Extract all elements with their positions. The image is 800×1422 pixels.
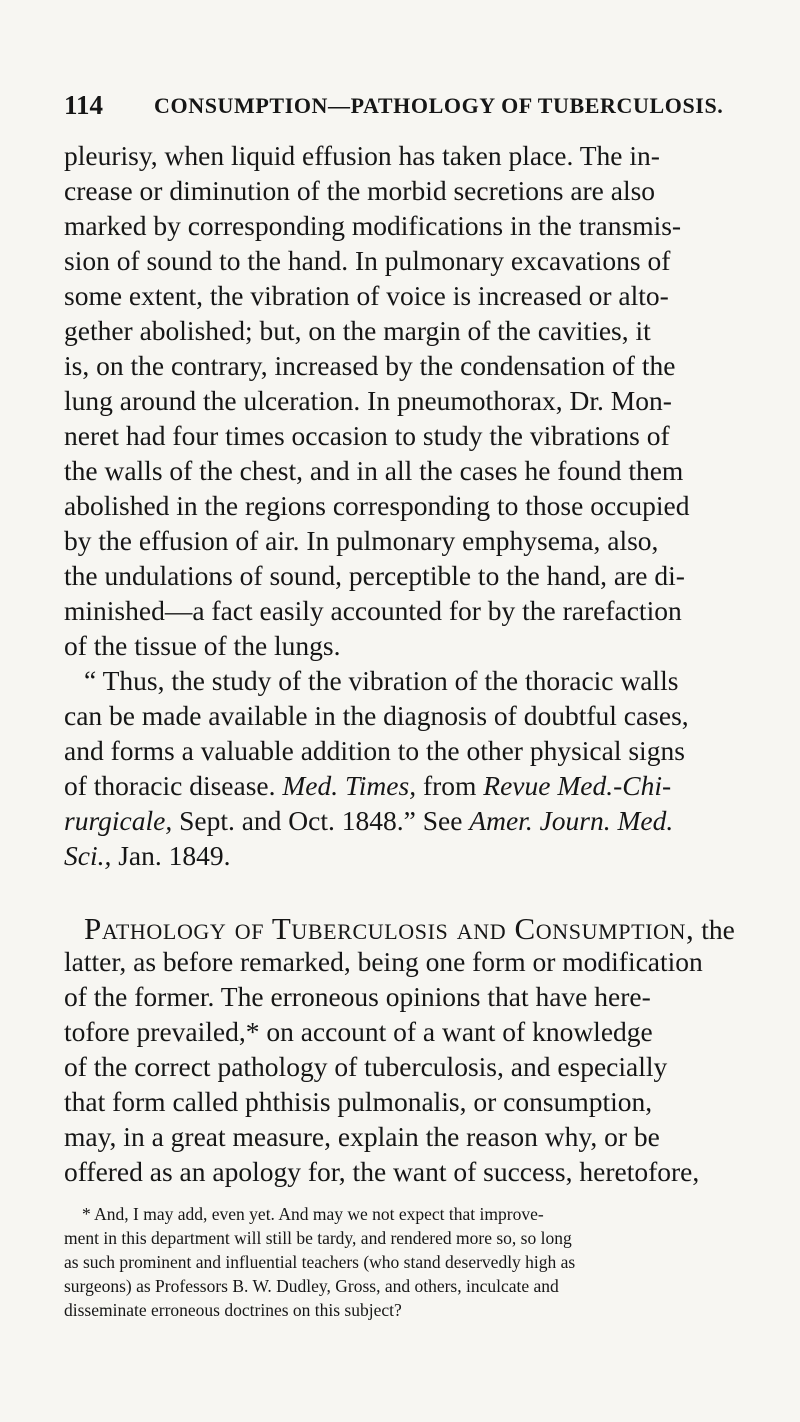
footnote-line: disseminate erroneous doctrines on this subject?	[64, 1300, 402, 1320]
text-line: latter, as before remarked, being one form or modification	[64, 946, 703, 977]
text-line: of the correct pathology of tuberculosis, and especially	[64, 1051, 668, 1082]
citation-italic: Med. Times,	[282, 770, 417, 801]
text-line: that form called phthisis pulmonalis, or consumption,	[64, 1086, 653, 1117]
text-line: can be made available in the diagnosis of doubtful cases,	[64, 700, 689, 731]
text-line	[64, 772, 671, 800]
section-heading: Pathology of Tuberculosis and Consumption,	[84, 911, 695, 946]
citation-italic: rurgicale,	[64, 805, 173, 836]
text-line: of the tissue of the lungs.	[64, 630, 341, 661]
citation-italic: Amer. Journ. Med.	[469, 805, 674, 836]
text-run: of thoracic disease.	[64, 770, 283, 801]
text-line: the walls of the chest, and in all the cases he found them	[64, 455, 684, 486]
text-line: by the effusion of air. In pulmonary emphysema, also,	[64, 525, 659, 556]
text-line: marked by corresponding modifications in the transmis-	[64, 210, 682, 241]
page-number: 114	[64, 90, 104, 120]
text-run: the	[694, 914, 735, 945]
footnote-line: ment in this department will still be tardy, and rendered more so, so long	[64, 1228, 572, 1248]
footnote-line: * And, I may add, even yet. And may we not expect that improve-	[82, 1204, 544, 1224]
text-line: pleurisy, when liquid effusion has taken place. The in-	[64, 140, 660, 171]
text-line	[64, 842, 231, 870]
text-line: minished—a fact easily accounted for by the rarefaction	[64, 595, 682, 626]
text-line: “ Thus, the study of the vibration of the thoracic walls	[84, 665, 679, 696]
text-line: gether abolished; but, on the margin of the cavities, it	[64, 315, 651, 346]
text-run: from	[416, 770, 484, 801]
running-header	[64, 90, 744, 126]
footnote-line: surgeons) as Professors B. W. Dudley, Gross, and others, inculcate and	[64, 1276, 559, 1296]
text-line: of the former. The erroneous opinions that have here-	[64, 981, 651, 1012]
text-line: neret had four times occasion to study the vibrations of	[64, 420, 670, 451]
text-line: may, in a great measure, explain the reason why, or be	[64, 1121, 660, 1152]
text-line: the undulations of sound, perceptible to the hand, are di-	[64, 560, 685, 591]
text-line: abolished in the regions corresponding to those occupied	[64, 490, 690, 521]
text-run: Jan. 1849.	[111, 840, 231, 871]
running-title: CONSUMPTION—PATHOLOGY OF TUBERCULOSIS.	[154, 93, 724, 118]
text-line: offered as an apology for, the want of success, heretofore,	[64, 1156, 700, 1187]
text-line: is, on the contrary, increased by the condensation of the	[64, 350, 676, 381]
footnote-line: as such prominent and influential teachers (who stand deservedly high as	[64, 1252, 576, 1272]
text-line	[84, 913, 735, 944]
text-line: sion of sound to the hand. In pulmonary excavations of	[64, 245, 671, 276]
text-run: Sept. and Oct. 1848.” See	[172, 805, 470, 836]
citation-italic: Revue Med.-Chi-	[483, 770, 672, 801]
text-line	[64, 807, 673, 835]
citation-italic: Sci.,	[64, 840, 112, 871]
text-line: crease or diminution of the morbid secretions are also	[64, 175, 656, 206]
text-line: and forms a valuable addition to the other physical signs	[64, 735, 685, 766]
text-line: some extent, the vibration of voice is increased or alto-	[64, 280, 669, 311]
text-line: lung around the ulceration. In pneumothorax, Dr. Mon-	[64, 385, 672, 416]
text-line: tofore prevailed,* on account of a want of knowledge	[64, 1016, 653, 1047]
